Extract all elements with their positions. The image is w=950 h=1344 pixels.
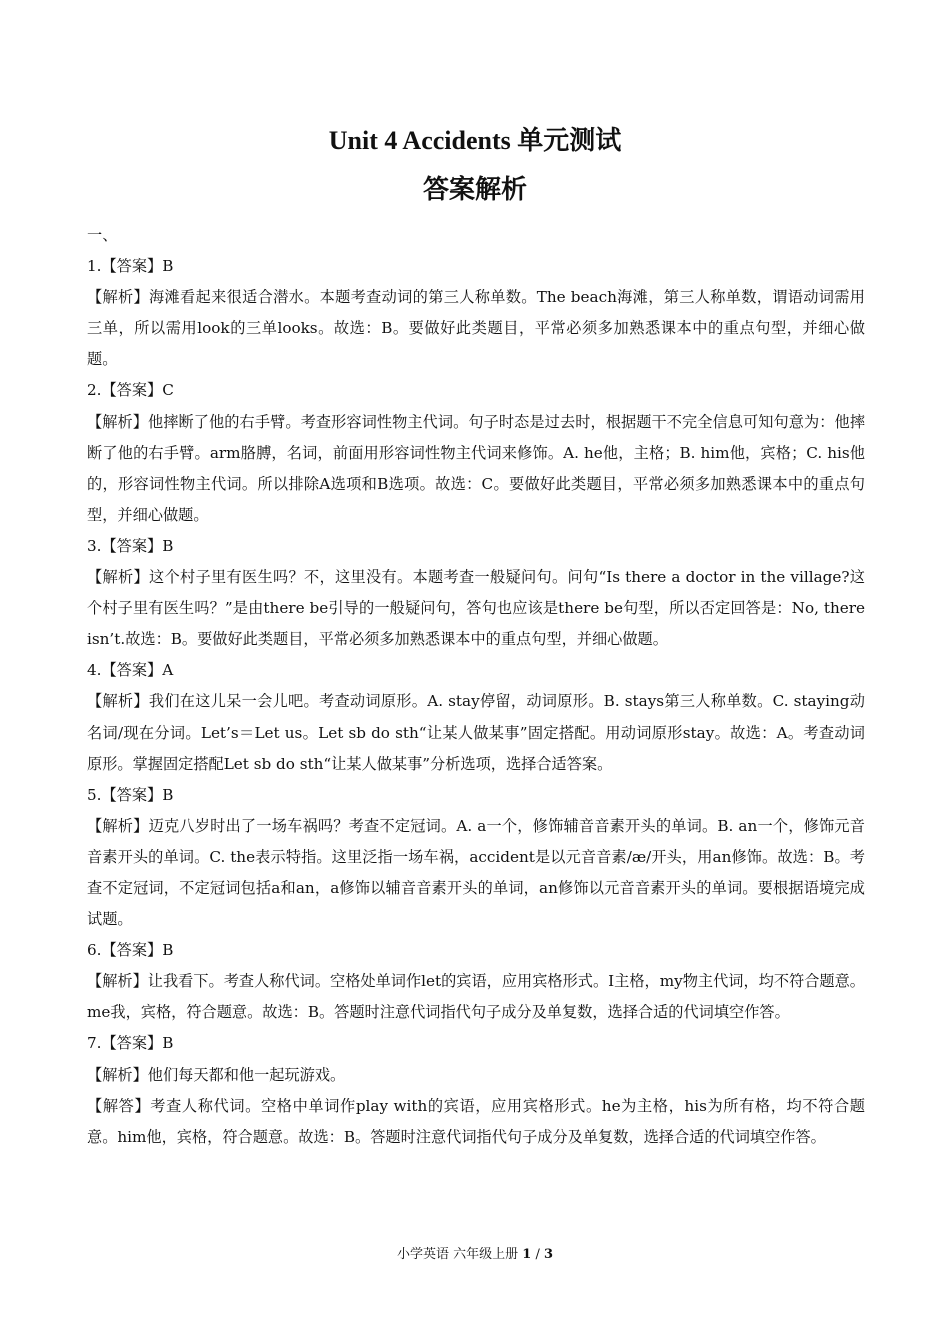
- answer-item: [87, 655, 865, 779]
- answer-line: 4.【答案】A: [87, 661, 174, 680]
- section-label: 一、: [87, 226, 118, 244]
- answer-item: [87, 935, 865, 1028]
- page-footer: [0, 1246, 950, 1264]
- page-separator: /: [531, 1247, 544, 1262]
- answer-item: [87, 531, 865, 655]
- explanation-paragraph: 【解析】我们在这儿呆一会儿吧。考查动词原形。A. stay停留，动词原形。B. stays第三人称单数。C. staying动名词/现在分词。Let’s＝Let us。Let sb do sth“让某人做某事”固定搭配。用动词原形stay。故选：A。考查动词原形。掌握固定搭配Let sb do sth“让某人做某事”分析选项，选择合适答案。: [87, 692, 865, 773]
- document-subtitle: 答案解析: [422, 175, 527, 204]
- footer-text: 小学英语 六年级上册: [396, 1247, 519, 1262]
- explanation-paragraph: 【解析】这个村子里有医生吗？不，这里没有。本题考查一般疑问句。问句“Is there a doctor in the village?这个村子里有医生吗？”是由there be引导的一般疑问句，答句也应该是there be句型，所以否定回答是：No, there isn’t.故选：B。要做好此类题目，平常必须多加熟悉课本中的重点句型，并细心做题。: [87, 568, 865, 649]
- answer-line: 7.【答案】B: [87, 1034, 174, 1053]
- answer-item: [87, 780, 865, 935]
- explanation-paragraph: 【解析】迈克八岁时出了一场车祸吗？考查不定冠词。A. a一个，修饰辅音音素开头的单词。B. an一个，修饰元音音素开头的单词。C. the表示特指。这里泛指一场车祸，accident是以元音音素/æ/开头，用an修饰。故选：B。考查不定冠词，不定冠词包括a和an，a修饰以辅音音素开头的单词，an修饰以元音音素开头的单词。要根据语境完成试题。: [87, 816, 865, 929]
- explanation-paragraph: 【解析】他们每天都和他一起玩游戏。: [87, 1065, 346, 1084]
- answer-line: 1.【答案】B: [87, 257, 174, 276]
- answer-line: 2.【答案】C: [87, 381, 174, 400]
- explanation-paragraph: 【解析】他摔断了他的右手臂。考查形容词性物主代词。句子时态是过去时，根据题干不完全信息可知句意为：他摔断了他的右手臂。arm胳膊，名词，前面用形容词性物主代词来修饰。A. he他，主格；B. him他，宾格；C. his他的，形容词性物主代词。所以排除A选项和B选项。故选：C。要做好此类题目，平常必须多加熟悉课本中的重点句型，并细心做题。: [87, 412, 865, 524]
- answer-line: 3.【答案】B: [87, 536, 174, 555]
- solution-paragraph: 【解答】考查人称代词。空格中单词作play with的宾语，应用宾格形式。he为主格，his为所有格，均不符合题意。him他，宾格，符合题意。故选：B。答题时注意代词指代句子成分及单复数，选择合适的代词填空作答。: [87, 1096, 865, 1146]
- explanation-paragraph: 【解析】海滩看起来很适合潜水。本题考查动词的第三人称单数。The beach海滩，第三人称单数，谓语动词需用三单，所以需用look的三单looks。故选：B。要做好此类题目，平常必须多加熟悉课本中的重点句型，并细心做题。: [87, 288, 865, 369]
- answer-item: [87, 375, 865, 530]
- explanation-paragraph: 【解析】让我看下。考查人称代词。空格处单词作let的宾语，应用宾格形式。I主格，my物主代词，均不符合题意。me我，宾格，符合题意。故选：B。答题时注意代词指代句子成分及单复数，选择合适的代词填空作答。: [87, 972, 865, 1022]
- page-total: 3: [543, 1247, 554, 1262]
- answer-item: [87, 251, 865, 375]
- document-title: Unit 4 Accidents 单元测试: [328, 126, 622, 155]
- answer-line: 5.【答案】B: [87, 785, 174, 804]
- answer-item: [87, 1028, 865, 1152]
- page-current: 1: [522, 1247, 532, 1262]
- answer-line: 6.【答案】B: [87, 941, 174, 960]
- answer-content: [87, 220, 865, 1153]
